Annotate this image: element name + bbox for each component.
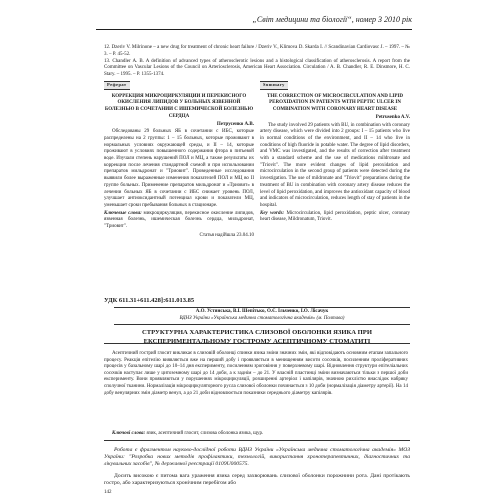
article-abstract: Асептичний гострий глосит викликає в слизовій оболонці спинки язика зміни значних змін, які відповідають основним етапам запального процесу. Реакція епітелію виявляється вже на перший добу і проявляється в менищенням висоти сосочків, посиленням проліферативних процесів у базальному шарі до 10–14 дня експерименту, посиленням зроговіння у поверхневому шарі. Відновлення структури епітеліальних сосочків наступає лише у цитоземному шарі до 14 доби, а к заднім – до 21. У власній пластинці зміни визначаються тільки з першої доби експерименту. Вони проявляються у порушеннях мікроциркуляції, розширенні артеріол і капілярів, значною рихлістю внаслідок набряку сполучної тканини. Нормалізація мікроциркуляторного русла слизової оболонки починається з 10 доби (нормалізація діаметру артерії). На 14 добу венулярних змін діаметр венул, а до 21 доби відновлюється показники середнього діаметру капілярів. [104,351,408,396]
grant-note: Робота є фрагментом науково-дослідної роботи ВДНЗ України «Українська медична стоматологічна академія» МОЗ України: "Розробка нових методів профілактики, технологій, використання хронотерапевтичних, діагностичних та лікувальних засобів", № державної реєстрації 0109U000575. [104,447,410,467]
reference-list [104,45,410,79]
divider [104,440,410,441]
article-keywords [104,431,408,436]
keywords-label: Ключевые слова: [104,210,142,216]
article-affiliation: ВДНЗ України «Українська медична стоматологічна академія» (м. Полтава) [179,316,345,321]
abstract-body: Обследованы 29 больных ЯБ в сочетании с ИБС, которые распределены на 2 группы: 1 – 15 больных, которые проживают в нормальных условиях окружающей среды, и II – 14, которые проживают в условиях повышенного содержания фтора в питьевой воде. Изучали степень нарушений ПОЛ и МЦ, а также результаты их коррекции после лечения стандартной схемой и при использовании препаратов мильдронат и "Триовит". Проведенные исследования выявили более выраженные изменения показателей ПОЛ и МЦ во II группе больных. Применение препаратов мильдронат и «Триовит» в лечении больных ЯБ в сочетании с ИБС снижает уровень ПОЛ, улучшает антиоксидантный потенциал крови и показатели МЦ, уменьшает сроки пребывания больных в стационаре. [104,129,254,208]
journal-title: „Світ медицини та біології“, номер 3 2010 рік [252,15,412,24]
journal-header [96,14,412,30]
abstract-tab-label: Реферат [104,81,130,90]
keywords-text: Microcirculation, lipid peroxidation, peptic ulcer, coronary heart disease, Mildronatum, Triovit. [260,210,410,223]
article-body-text: Досить високою є питома вага ураження язика серед захворювань слизової оболонки порожнини рота. Дані протікають гостро, або характеризуються хронічним перебігом або [104,473,410,486]
divider [114,324,410,325]
page-number: 142 [104,490,112,495]
reference-item: 13. Chandler A. B. A definition of advanced types of atherosclerotic lesions and a histological classification of atherosclerosis. A report from the Committee on Vascular Lesions of the Council on Arteriosclerosis, American Heart Association. Circulation / A. B. Chandler, R. E. Dinsmore, H. C. Stary. – 1995. – P. 1355-1374. [104,58,410,78]
abstract-title: КОРРЕКЦИЯ МИКРОЦИРКУЛЯЦИИ И ПЕРЕКИСНОГО ОКИСЛЕНИЯ ЛИПИДОВ У БОЛЬНЫХ ЯЗВЕННОЙ БОЛЕЗНЬЮ В СОЧЕТАНИИ С ИШЕМИЧЕСКОЙ БОЛЕЗНЬЮ СЕРДЦА [104,93,254,119]
abstract-authors: Петрусенко А.В. [216,121,254,127]
abstract-keywords [104,211,254,231]
abstract-keywords [260,211,410,224]
udc-code: УДК 611.31+611.428]:611.013.85 [104,297,195,304]
keywords-label: Key words: [260,210,285,216]
summary-tab-label: Summary [260,81,288,90]
keywords-text: язик, асептичний глосит, слизова оболонка язика, щур. [146,431,264,436]
abstract-authors: Petrusenko A.V. [375,114,410,120]
abstract-english [260,78,410,224]
submission-date: Статья надійшла 23.04.10 [199,232,254,238]
reference-item: 12. Dzeriv V. Milrinone – a new drug for treatment of chronic heart failure / Dzeriv V., Klimova D. Skarda I. // Scandinavian Cardiovasc J. – 1997. – № 3. – P. 45-52. [104,45,410,57]
article-title: СТРУКТУРНА ХАРАКТЕРИСТИКА СЛИЗОВОЇ ОБОЛОНКИ ЯЗИКА ПРИ ЕКСПЕРИМЕНТАЛЬНОМУ ГОСТРОМУ АСЕПТИЧНОМУ СТОМАТИТІ [142,329,372,345]
divider [114,307,410,308]
abstract-body: The study involved 29 patients with BU, in combination with coronary artery disease, which were divided into 2 groups: I – 15 patients who live in normal conditions of the environment, and II – 14 who live in conditions of high fluoride in potable water. The degree of lipid disorders, and VMC was investigated, and the results of correction after treatment with a standard scheme and the use of medications mildronate and "Triovit". The more evident changes of lipid peroxidation and microcirculation in the second group of patients were detected during the investigation. The use of mildronate and "Triovit" preparations during the treatment of BU in combination with coronary artery disease reduces the level of lipid peroxidation, and improves the antioxidant capacity of blood and indicators of microcirculation, reduces length of stay of patients in the hospital. [260,122,410,208]
abstract-russian [104,78,254,239]
divider [104,343,410,344]
article-authors: А.О. Устянська, В.І. Шепітько, О.Є. Ільченко, І.О. Лісачук [195,309,329,314]
keywords-label: Ключові слова: [112,431,146,436]
abstracts-section [104,78,410,288]
keywords-text: микроциркуляция, перекисное окисление липидов, язвенная болезнь, ишемическая болезнь сердца, мильдронат, "Триовит". [104,210,255,230]
abstract-title: THE CORRECTION OF MICROCIRCULATION AND LIPID PEROXIDATION IN PATIENTS WITH PEPTIC ULCER IN COMBINATION WITH CORONARY HEART DISEASE [267,93,403,113]
